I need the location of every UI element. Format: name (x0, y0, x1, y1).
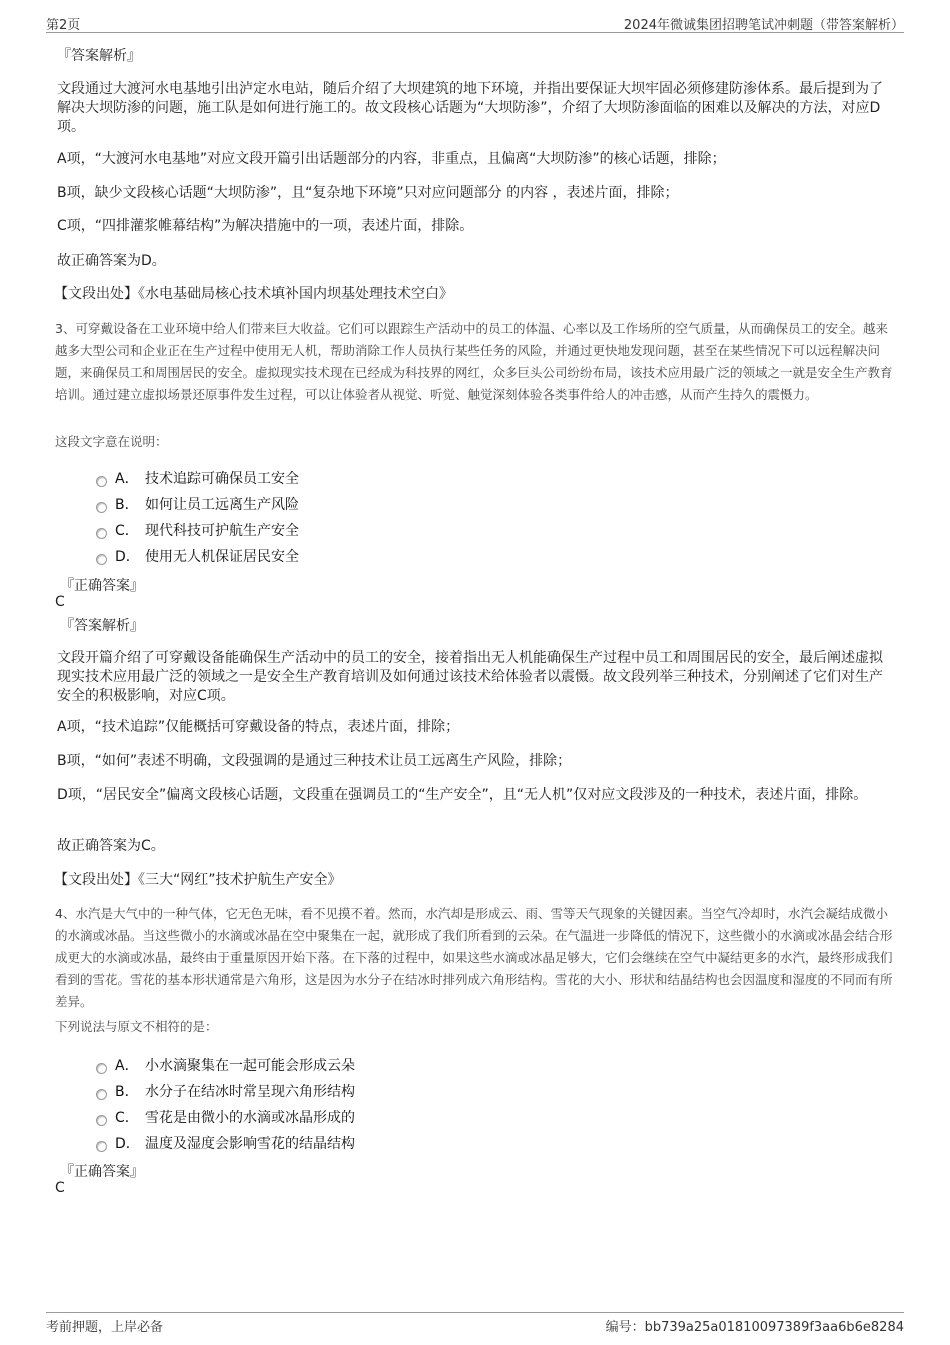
correct-answer-value: C (55, 594, 65, 610)
page-header (46, 12, 904, 33)
question-4-prompt: 下列说法与原文不相符的是： (55, 1019, 218, 1034)
option-b[interactable]: B． 水分子在结冰时常呈现六角形结构 (96, 1081, 355, 1101)
option-d[interactable]: D． 温度及湿度会影响雪花的结晶结构 (96, 1133, 355, 1153)
radio-icon[interactable] (96, 502, 107, 513)
analysis-option-b: B项，缺少文段核心话题“大坝防渗”，且“复杂地下环境”只对应问题部分 的内容 ，表述片面，排除； (57, 185, 679, 201)
option-d[interactable]: D． 使用无人机保证居民安全 (96, 546, 299, 566)
page-footer (46, 1312, 904, 1335)
correct-answer-label: 『正确答案』 (60, 578, 144, 594)
analysis-paragraph: 文段通过大渡河水电基地引出泸定水电站，随后介绍了大坝建筑的地下环境，并指出要保证大坝牢固必须修建防渗体系。最后提到为了解决大坝防渗的问题，施工队是如何进行施工的。故文段核心话题为“大坝防渗”，介绍了大坝防渗面临的困难以及解决的方法，对应D项。 (57, 81, 883, 135)
analysis-option-d: D项，“居民安全”偏离文段核心话题，文段重在强调员工的“生产安全”，且“无人机”仅对应文段涉及的一种技术，表述片面，排除。 (57, 787, 868, 803)
analysis-option-c: C项，“四排灌浆帷幕结构”为解决措施中的一项，表述片面，排除。 (57, 218, 474, 234)
option-a[interactable]: A． 小水滴聚集在一起可能会形成云朵 (96, 1055, 355, 1075)
analysis-option-b: B项，“如何”表述不明确，文段强调的是通过三种技术让员工远离生产风险，排除； (57, 753, 572, 769)
radio-icon[interactable] (96, 554, 107, 565)
correct-answer-label: 『正确答案』 (60, 1164, 144, 1180)
option-a[interactable]: A． 技术追踪可确保员工安全 (96, 468, 299, 488)
radio-icon[interactable] (96, 1115, 107, 1126)
analysis-option-a: A项，“大渡河水电基地”对应文段开篇引出话题部分的内容，非重点，且偏离“大坝防渗”的核心话题，排除； (57, 151, 726, 167)
radio-icon[interactable] (96, 1141, 107, 1152)
footer-slogan: 考前押题，上岸必备 (46, 1320, 164, 1335)
radio-icon[interactable] (96, 528, 107, 539)
analysis-label: 『答案解析』 (60, 618, 144, 634)
source-citation: 【文段出处】《水电基础局核心技术填补国内坝基处理技术空白》 (54, 286, 453, 302)
conclusion: 故正确答案为D。 (57, 253, 166, 269)
radio-icon[interactable] (96, 1089, 107, 1100)
radio-icon[interactable] (96, 476, 107, 487)
option-b[interactable]: B． 如何让员工远离生产风险 (96, 494, 299, 514)
analysis-label: 『答案解析』 (57, 48, 141, 64)
conclusion: 故正确答案为C。 (57, 838, 165, 854)
option-c[interactable]: C． 雪花是由微小的水滴或冰晶形成的 (96, 1107, 355, 1127)
question-4-passage: 4、水汽是大气中的一种气体，它无色无味，看不见摸不着。然而，水汽却是形成云、雨、雪等天气现象的关键因素。当空气冷却时，水汽会凝结成微小的水滴或冰晶。当这些微小的水滴或冰晶在空中聚集在一起，就形成了我们所看到的云朵。在气温进一步降低的情况下，这些微小的水滴或冰晶会结合形成更大的水滴或冰晶，最终由于重量原因开始下落。在下落的过程中，如果这些水滴或冰晶足够大，它们会继续在空气中凝结更多的水汽，最终形成我们看到的雪花。雪花的基本形状通常是六角形，这是因为水分子在结冰时排列成六角形结构。雪花的大小、形状和结晶结构也会因温度和湿度的不同而有所差异。 (55, 906, 893, 1009)
source-citation: 【文段出处】《三大“网红”技术护航生产安全》 (54, 872, 342, 888)
footer-serial: 编号：bb739a25a01810097389f3aa6b6e8284 (605, 1320, 904, 1335)
radio-icon[interactable] (96, 1063, 107, 1074)
document-title: 2024年微诚集团招聘笔试冲刺题（带答案解析） (623, 18, 904, 33)
question-3-passage: 3、可穿戴设备在工业环境中给人们带来巨大收益。它们可以跟踪生产活动中的员工的体温、心率以及工作场所的空气质量，从而确保员工的安全。越来越多大型公司和企业正在生产过程中使用无人机，帮助消除工作人员执行某些任务的风险，并通过更快地发现问题，甚至在某些情况下可以远程解决问题，来确保员工和周围居民的安全。虚拟现实技术现在已经成为科技界的网红，众多巨头公司纷纷布局，该技术应用最广泛的领域之一就是安全生产教育培训。通过建立虚拟场景还原事件发生过程，可以让体验者从视觉、听觉、触觉深刻体验各类事件给人的冲击感，从而产生持久的震慑力。 (55, 321, 893, 402)
analysis-option-a: A项，“技术追踪”仅能概括可穿戴设备的特点，表述片面，排除； (57, 719, 460, 735)
analysis-paragraph: 文段开篇介绍了可穿戴设备能确保生产活动中的员工的安全，接着指出无人机能确保生产过程中员工和周围居民的安全，最后阐述虚拟现实技术应用最广泛的领域之一是安全生产教育培训及如何通过该技术给体验者以震慑。故文段列举三种技术，分别阐述了它们对生产安全的积极影响，对应C项。 (57, 650, 883, 704)
question-3-prompt: 这段文字意在说明： (55, 434, 168, 449)
page-number: 第2页 (46, 18, 81, 33)
correct-answer-value: C (55, 1180, 65, 1196)
option-c[interactable]: C． 现代科技可护航生产安全 (96, 520, 299, 540)
